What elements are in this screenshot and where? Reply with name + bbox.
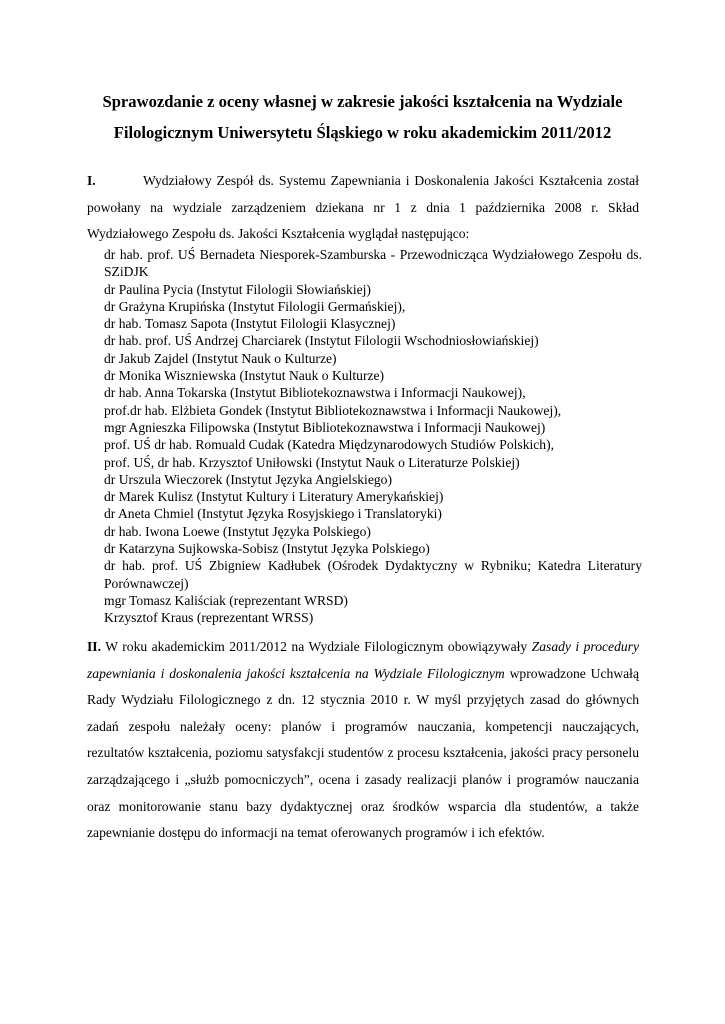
committee-members-list (104, 246, 642, 627)
list-item: dr hab. Tomasz Sapota (Instytut Filologii Klasycznej) (104, 316, 396, 332)
list-item: dr Urszula Wieczorek (Instytut Języka Angielskiego) (104, 471, 392, 487)
title-line-2: Filologicznym Uniwersytetu Śląskiego w roku akademickim 2011/2012 (113, 123, 612, 142)
list-item: dr hab. prof. UŚ Zbigniew Kadłubek (Ośrodek Dydaktyczny w Rybniku; Katedra Literatury Porównawczej) (104, 558, 642, 591)
section-1 (87, 168, 639, 248)
list-item: dr Paulina Pycia (Instytut Filologii Słowiańskiej) (104, 281, 371, 297)
list-item: Krzysztof Kraus (reprezentant WRSS) (104, 610, 314, 626)
section-2-number: II. (87, 639, 101, 654)
list-item: dr Jakub Zajdel (Instytut Nauk o Kulturze) (104, 350, 337, 366)
list-item: prof. UŚ dr hab. Romuald Cudak (Katedra Międzynarodowych Studiów Polskich), (104, 437, 555, 453)
document-title (60, 86, 665, 148)
section-2-text-before: W roku akademickim 2011/2012 na Wydziale Filologicznym obowiązywały (105, 639, 528, 654)
section-2 (87, 634, 639, 847)
list-item: dr hab. prof. UŚ Andrzej Charciarek (Instytut Filologii Wschodniosłowiańskiej) (104, 333, 539, 349)
list-item: dr hab. Iwona Loewe (Instytut Języka Polskiego) (104, 523, 371, 539)
list-item: prof.dr hab. Elżbieta Gondek (Instytut Bibliotekoznawstwa i Informacji Naukowej), (104, 402, 562, 418)
list-item: dr hab. prof. UŚ Bernadeta Niesporek-Szamburska - Przewodnicząca Wydziałowego Zespołu ds. SZiDJK (104, 247, 642, 280)
section-2-text-after: wprowadzone Uchwałą Rady Wydziału Filologicznego z dn. 12 stycznia 2010 r. W myśl przyjętych zasad do głównych zadań zespołu należały oceny: planów i programów nauczania, kompetencji nauczających, rezultatów kształcenia, poziomu satysfakcji studentów z procesu kształcenia, jakości pracy personelu zarządzającego i „służb pomocniczych”, ocena i zasady realizacji planów i programów nauczania oraz monitorowanie stanu bazy dydaktycznej oraz środków wsparcia dla studentów, a także zapewnianie dostępu do informacji na temat oferowanych programów i ich efektów. (87, 665, 639, 841)
list-item: dr Marek Kulisz (Instytut Kultury i Literatury Amerykańskiej) (104, 489, 444, 505)
section-1-number: I. (87, 173, 96, 188)
list-item: dr Grażyna Krupińska (Instytut Filologii Germańskiej), (104, 298, 406, 314)
section-1-text: Wydziałowy Zespół ds. Systemu Zapewniania i Doskonalenia Jakości Kształcenia został powołany na wydziale zarządzeniem dziekana nr 1 z dnia 1 października 2008 r. Skład Wydziałowego Zespołu ds. Jakości Kształcenia wyglądał następująco: (87, 173, 639, 241)
list-item: dr hab. Anna Tokarska (Instytut Bibliotekoznawstwa i Informacji Naukowej), (104, 385, 526, 401)
list-item: dr Aneta Chmiel (Instytut Języka Rosyjskiego i Translatoryki) (104, 506, 442, 522)
list-item: prof. UŚ, dr hab. Krzysztof Uniłowski (Instytut Nauk o Literaturze Polskiej) (104, 454, 520, 470)
section-2-italic-title: Zasady i procedury zapewniania i doskonalenia jakości kształcenia na Wydziale Filologicznym (87, 639, 640, 681)
list-item: dr Katarzyna Sujkowska-Sobisz (Instytut Języka Polskiego) (104, 541, 430, 557)
list-item: mgr Agnieszka Filipowska (Instytut Bibliotekoznawstwa i Informacji Naukowej) (104, 419, 546, 435)
title-line-1: Sprawozdanie z oceny własnej w zakresie jakości kształcenia na Wydziale (102, 92, 623, 111)
list-item: dr Monika Wiszniewska (Instytut Nauk o Kulturze) (104, 368, 385, 384)
list-item: mgr Tomasz Kaliściak (reprezentant WRSD) (104, 592, 348, 608)
